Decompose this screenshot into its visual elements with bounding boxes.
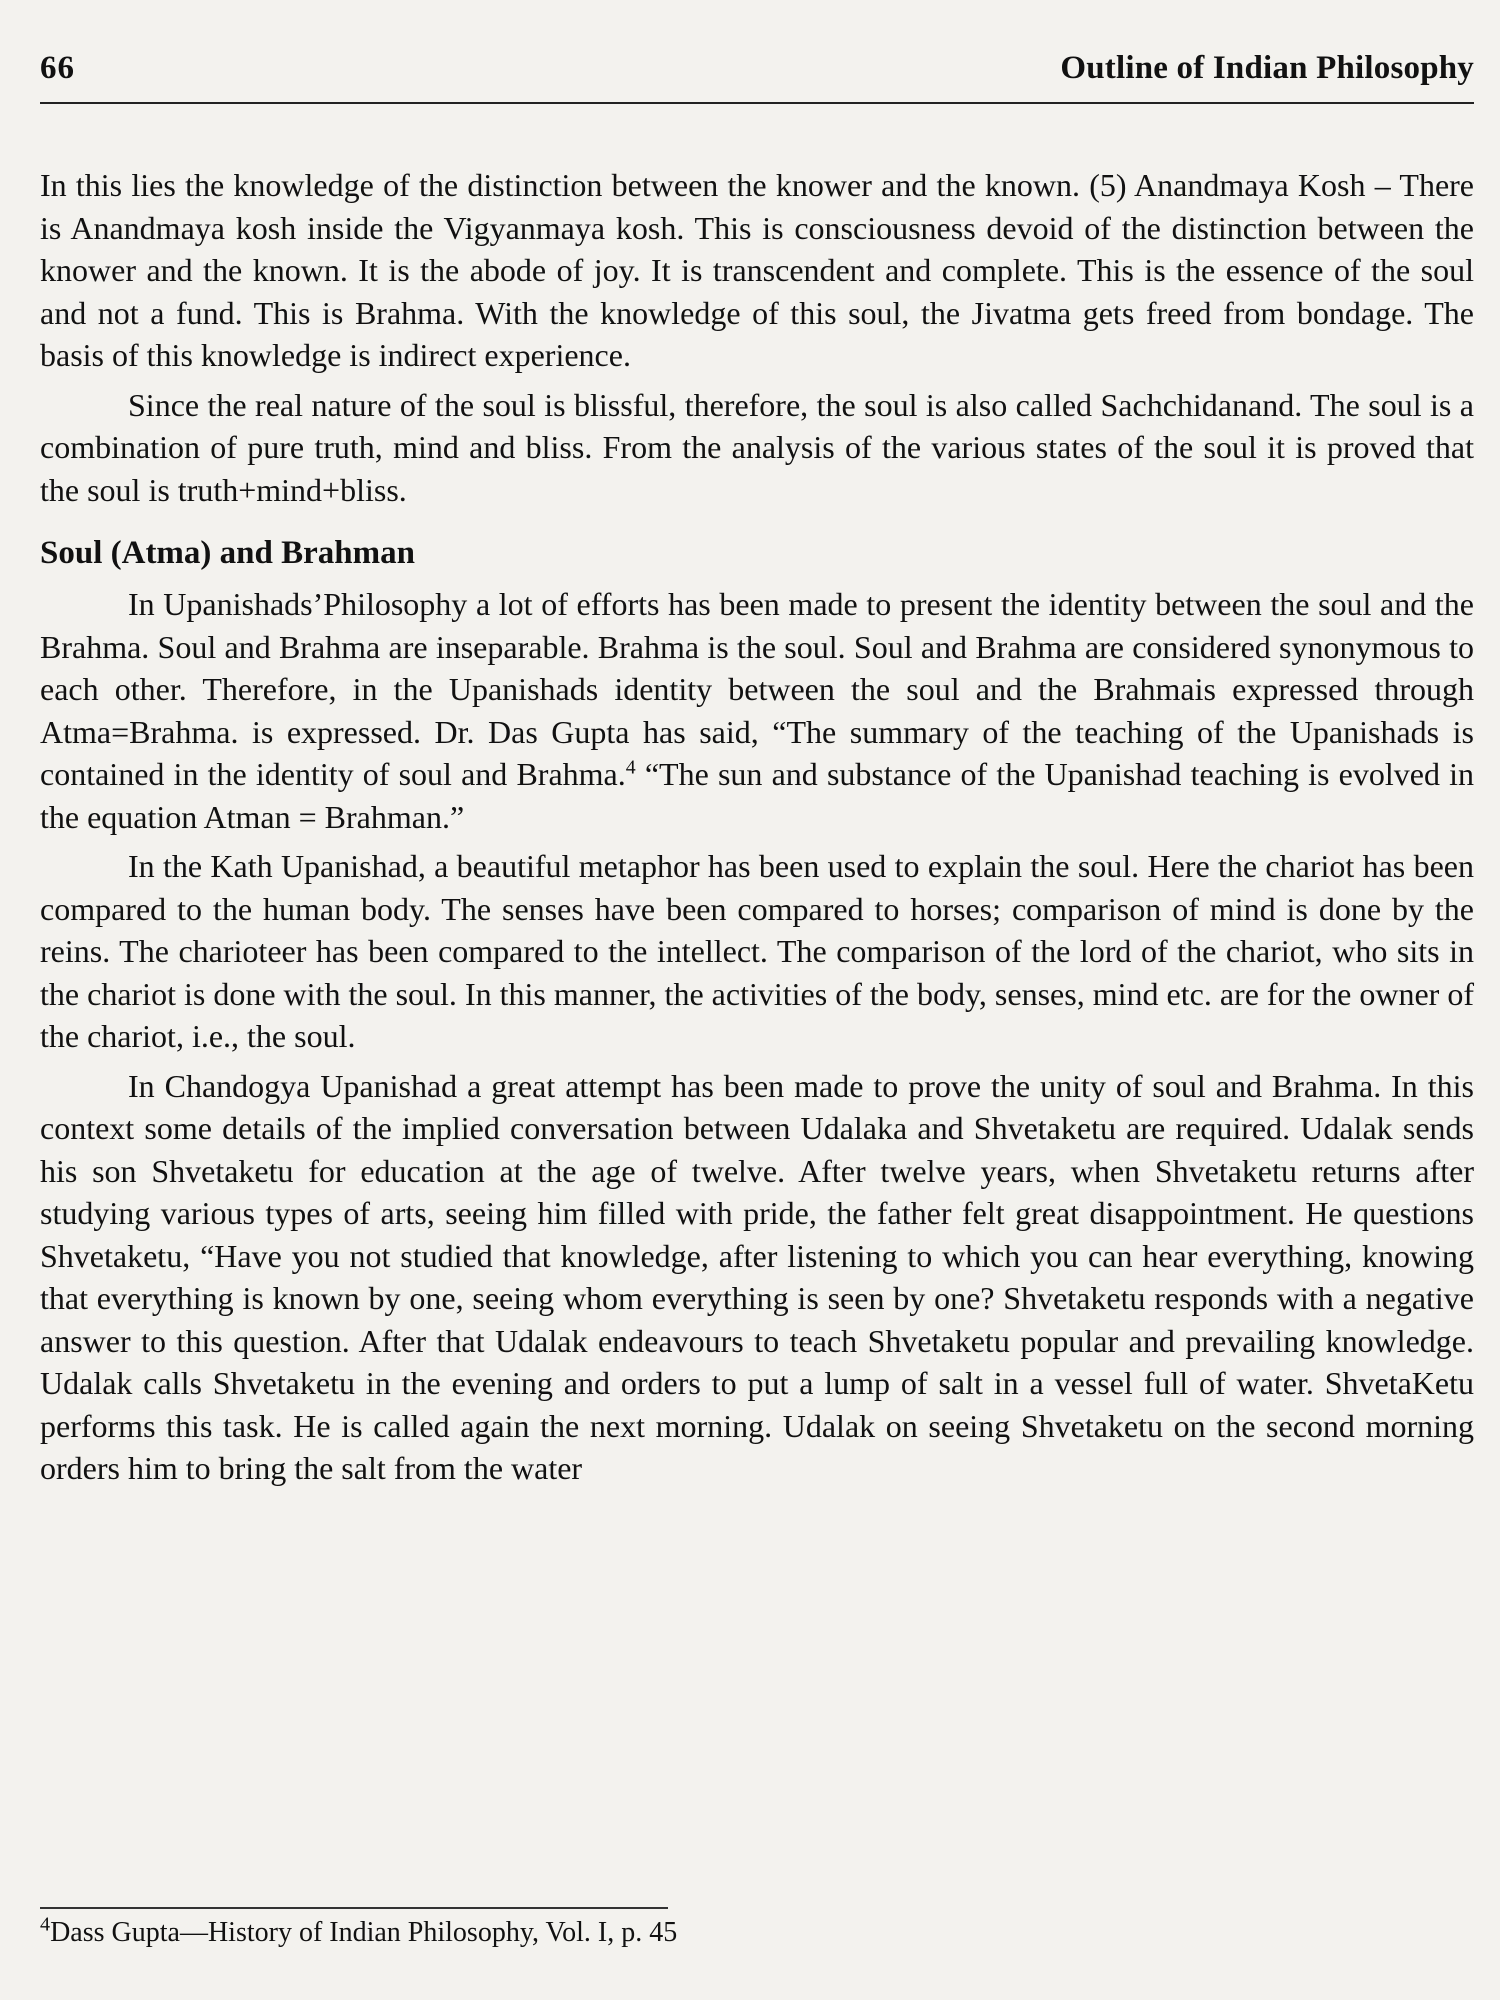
paragraph-anandmaya-kosh: In this lies the knowledge of the distinction between the knower and the known. (5) Anandmaya Kosh – There is Anandmaya kosh inside the Vigyanmaya kosh. This is consciousness devoid of the distinction between the knower and the known. It is the abode of joy. It is transcendent and complete. This is the essence of the soul and not a fund. This is Brahma. With the knowledge of this soul, the Jivatma gets freed from bondage. The basis of this knowledge is indirect experience.: [40, 167, 1474, 373]
section-heading: Soul (Atma) and Brahman: [40, 535, 415, 571]
footnote-mark: 4: [40, 1913, 51, 1936]
book-title: Outline of Indian Philosophy: [1060, 50, 1474, 86]
footnote: [40, 1913, 678, 1950]
page-body: [40, 164, 1474, 1497]
footnote-reference: 4: [625, 756, 636, 779]
paragraph-chandogya-upanishad: In Chandogya Upanishad a great attempt has been made to prove the unity of soul and Brahma. In this context some details of the implied conversation between Udalaka and Shvetaketu are required. Udalak sends his son Shvetaketu for education at the age of twelve. After twelve years, when Shvetaketu returns after studying various types of arts, seeing him filled with pride, the father felt great disappointment. He questions Shvetaketu, “Have you not studied that knowledge, after listening to which you can hear everything, knowing that everything is known by one, seeing whom everything is seen by one? Shvetaketu responds with a negative answer to this question. After that Udalak endeavours to teach Shvetaketu popular and prevailing knowledge. Udalak calls Shvetaketu in the evening and orders to put a lump of salt in a vessel full of water. ShvetaKetu performs this task. He is called again the next morning. Udalak on seeing Shvetaketu on the second morning orders him to bring the salt from the water: [40, 1067, 1474, 1486]
paragraph-soul-brahma-identity: [40, 583, 1474, 838]
paragraph-text-after-note: “The sun and substance of the Upanishad teaching is evolved in the equation Atman = Brahman.”: [40, 756, 1475, 835]
footnote-divider: [40, 1907, 668, 1909]
paragraph-sachchidanand: Since the real nature of the soul is blissful, therefore, the soul is also called Sachchidanand. The soul is a combination of pure truth, mind and bliss. From the analysis of the various states of the soul it is proved that the soul is truth+mind+bliss.: [40, 386, 1474, 508]
page-number: 66: [40, 50, 75, 86]
footnote-text: Dass Gupta—History of Indian Philosophy, Vol. I, p. 45: [50, 1917, 678, 1948]
running-header: [40, 48, 1474, 104]
paragraph-kath-upanishad: In the Kath Upanishad, a beautiful metaphor has been used to explain the soul. Here the chariot has been compared to the human body. The senses have been compared to horses; comparison of mind is done by the reins. The charioteer has been compared to the intellect. The comparison of the lord of the chariot, who sits in the chariot is done with the soul. In this manner, the activities of the body, senses, mind etc. are for the owner of the chariot, i.e., the soul.: [40, 848, 1474, 1054]
paragraph-text-before-note: In Upanishads’Philosophy a lot of efforts has been made to present the identity between the soul and the Brahma. Soul and Brahma are inseparable. Brahma is the soul. Soul and Brahma are considered synonymous to each other. Therefore, in the Upanishads identity between the soul and the Brahmais expressed through Atma=Brahma. is expressed. Dr. Das Gupta has said, “The summary of the teaching of the Upanishads is contained in the identity of soul and Brahma.: [40, 586, 1474, 792]
